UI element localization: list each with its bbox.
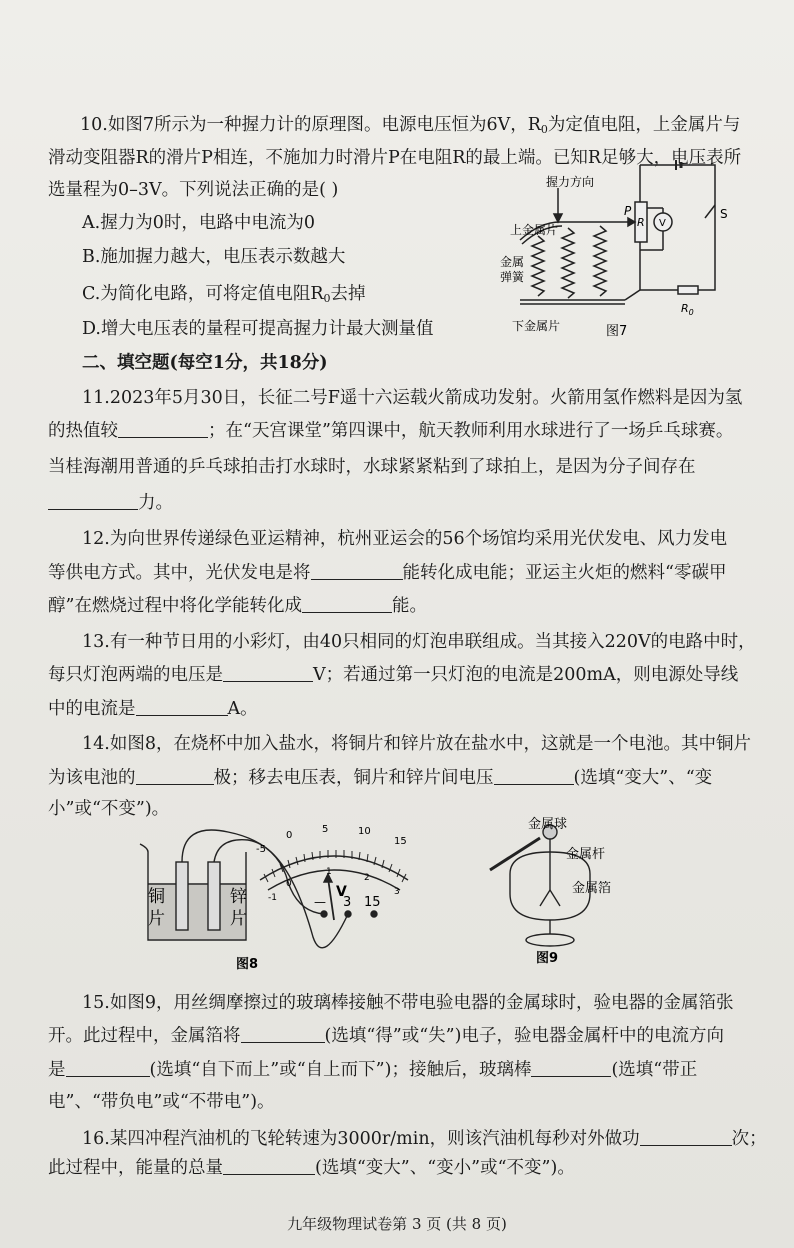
q15-line-1: 15.如图9，用丝绸摩擦过的玻璃棒接触不带电验电器的金属球时，验电器的金属箔张 bbox=[82, 993, 734, 1013]
fig8-zinc-label-1: 锌 bbox=[230, 887, 247, 907]
fig9-caption: 图9 bbox=[536, 951, 559, 966]
q15-blank-3[interactable] bbox=[531, 1058, 611, 1077]
fig8-copper-label-2: 片 bbox=[148, 909, 165, 929]
fig7-resistor-r: R bbox=[637, 216, 645, 229]
fig7-force-direction-label: 握力方向 bbox=[546, 175, 595, 189]
fig8-bottom-tick: 2 bbox=[364, 873, 370, 883]
q15-line-4: 电”、“带负电”或“不带电”)。 bbox=[48, 1092, 275, 1112]
q10-option-a: A.握力为0时，电路中电流为0 bbox=[82, 213, 315, 233]
page-footer: 九年级物理试卷第 3 页 (共 8 页) bbox=[287, 1215, 507, 1233]
q16-blank-2[interactable] bbox=[223, 1156, 315, 1175]
fig7-upper-plate-label: 上金属片 bbox=[510, 223, 559, 237]
fig9-ball-label: 金属球 bbox=[528, 817, 568, 832]
fig7-spring-label-1: 金属 bbox=[500, 255, 525, 269]
q16-blank-1[interactable] bbox=[640, 1127, 732, 1146]
q10-line-1b: 为定值电阻，上金属片与 bbox=[547, 115, 741, 135]
fig8-bottom-tick: 1 bbox=[326, 867, 332, 877]
q10-option-d: D.增大电压表的量程可提高握力计最大测量值 bbox=[82, 319, 434, 339]
q14-line-1: 14.如图8，在烧杯中加入盐水，将铜片和锌片放在盐水中，这就是一个电池。其中铜片 bbox=[82, 734, 751, 754]
q13-blank-2[interactable] bbox=[136, 697, 228, 716]
q14-blank-1[interactable] bbox=[136, 766, 214, 785]
fig9-foil-label: 金属箔 bbox=[572, 881, 612, 896]
fig7-spring-label-2: 弹簧 bbox=[500, 270, 525, 284]
q11-blank-2[interactable] bbox=[48, 491, 138, 510]
fig7-switch-s: S bbox=[720, 207, 728, 221]
q12-blank-2[interactable] bbox=[302, 594, 392, 613]
fig7-slider-p: P bbox=[624, 204, 632, 218]
fig8-copper-label-1: 铜 bbox=[148, 887, 165, 907]
fig7-r0-label: R bbox=[681, 302, 689, 315]
fig8-zinc-label-2: 片 bbox=[230, 909, 247, 929]
fig8-top-tick: 0 bbox=[286, 830, 293, 841]
q11-line-3: 当桂海潮用普通的乒乓球拍击打水球时，水球紧紧粘到了球拍上，是因为分子间存在 bbox=[48, 457, 696, 477]
svg-text:R0: $R_0$ bbox=[681, 302, 694, 317]
fig8-terminal-15: 15 bbox=[364, 895, 381, 910]
q15-blank-2[interactable] bbox=[66, 1058, 150, 1077]
q11-blank-1[interactable] bbox=[118, 419, 208, 438]
fig8-bottom-tick: 3 bbox=[394, 887, 400, 897]
q15-blank-1[interactable] bbox=[241, 1024, 325, 1043]
q10-line-2: 滑动变阻器R的滑片P相连，不施加力时滑片P在电阻R的最上端。已知R足够大，电压表所 bbox=[48, 148, 742, 168]
q10-line-1: 10.如图7所示为一种握力计的原理图。电源电压恒为6V，R bbox=[80, 115, 541, 135]
fig9-rod-label: 金属杆 bbox=[566, 847, 606, 862]
fig8-tick-neg5: -5 bbox=[256, 844, 266, 855]
exam-page: 10.如图7所示为一种握力计的原理图。电源电压恒为6V，$R_0$为定值电阻，上金属片与 滑动变阻器R的滑片P相连，不施加力时滑片P在电阻R的最上端。已知R足够大，电压表所 选量程为0–3V。下列说法正确的是( ) A.握力为0时，电路中电流为0 B.施加握力越大，电压表示数越大 C.为简化电路，可将定值电阻$R_0$去掉 D.增大电压表的量程可提高握力计最大测量值 握力方向 上金属片 金属 弹簧 下金属片 图7 P R V S $R_0$ 二、填空题(每空1分，共18分) 11.2023年5月30日，长征二号F遥十六运载火箭成功发射。火箭用氢作燃料是因为氢 的热值较 ；在“天宫课堂”第四课中，航天教师利用水球进行了一场乒乓球赛。 当桂海潮用普通的乒乓球拍击打水球时，水球紧紧粘到了球拍上，是因为分子间存在 力。 12.为向世界传递绿色亚运精神，杭州亚运会的56个场馆均采用光伏发电、风力发电 等供电方式。其中，光伏发电是将 能转化成电能；亚运主火炬的燃料“零碳甲 醇”在燃烧过程中将化学能转化成 能。 13.有一种节日用的小彩灯，由40只相同的灯泡串联组成。当其接入220V的电路中时， 每只灯泡两端的电压是 V；若通过第一只灯泡的电流是200mA，则电源处导线 中的电流是 A。 14.如图8，在烧杯中加入盐水，将铜片和锌片放在盐水中，这就是一个电池。其中铜片 为该电池的 极；移去电压表，铜片和锌片间电压 (选填“变大”、“变 小”或“不变”)。 -5 0 5 10 15 -1 0 1 2 3 V — 3 15 铜 片 锌 片 图8 金属球 金属杆 金属箔 图9 15.如图9，用丝绸摩擦过的玻璃棒接触不带电验电器的金属球时，验电器的金属箔张 开。此过程中，金属箔将 (选填“得”或“失”)电子，验电器金属杆中的电流方向 是 (选填“自下而上”或“自上而下”)；接触后，玻璃棒 (选填“带正 电”、“带负电”或“不带电”)。 16.某四冲程汽油机的飞轮转速为3000r/min，则该汽油机每秒对外做功 次； 此过程中，能量的总量 (选填“变大”、“变小”或“不变”)。 九年级物理试卷第 3 页 (共 8 页) bbox=[0, 0, 794, 1248]
fig8-terminal-minus: — bbox=[314, 895, 326, 909]
q14-blank-2[interactable] bbox=[494, 766, 574, 785]
fig8-caption: 图8 bbox=[236, 957, 259, 972]
fig8-bottom-tick: -1 bbox=[268, 893, 277, 903]
q10-line-3: 选量程为0–3V。下列说法正确的是( ) bbox=[48, 180, 339, 200]
fig8-voltmeter-v: V bbox=[336, 884, 347, 900]
q11-line-1: 11.2023年5月30日，长征二号F遥十六运载火箭成功发射。火箭用氢作燃料是因为氢 bbox=[82, 388, 743, 408]
fig8-terminal-3: 3 bbox=[343, 895, 352, 910]
figure-8-copper-zinc-cell bbox=[138, 822, 438, 972]
q13-blank-1[interactable] bbox=[223, 663, 313, 682]
fig8-top-tick: 5 bbox=[322, 824, 329, 835]
section-2-heading: 二、填空题(每空1分，共18分) bbox=[82, 353, 328, 373]
q14-line-3: 小”或“不变”)。 bbox=[48, 799, 170, 819]
fig7-voltmeter: V bbox=[659, 218, 666, 229]
figure-9-electroscope bbox=[470, 812, 630, 967]
q13-line-1: 13.有一种节日用的小彩灯，由40只相同的灯泡串联组成。当其接入220V的电路中时， bbox=[82, 632, 756, 652]
q10-option-b: B.施加握力越大，电压表示数越大 bbox=[82, 247, 346, 267]
q12-line-1: 12.为向世界传递绿色亚运精神，杭州亚运会的56个场馆均采用光伏发电、风力发电 bbox=[82, 529, 728, 549]
fig8-top-tick: 15 bbox=[394, 836, 407, 847]
figure-7-grip-meter-circuit bbox=[500, 160, 730, 342]
fig8-top-tick: 10 bbox=[358, 826, 371, 837]
fig8-bottom-tick: 0 bbox=[286, 879, 292, 889]
fig7-caption: 图7 bbox=[606, 324, 628, 339]
q10-option-c: C.为简化电路，可将定值电阻R bbox=[82, 284, 324, 304]
fig7-lower-plate-label: 下金属片 bbox=[512, 319, 561, 333]
q12-blank-1[interactable] bbox=[311, 561, 403, 580]
